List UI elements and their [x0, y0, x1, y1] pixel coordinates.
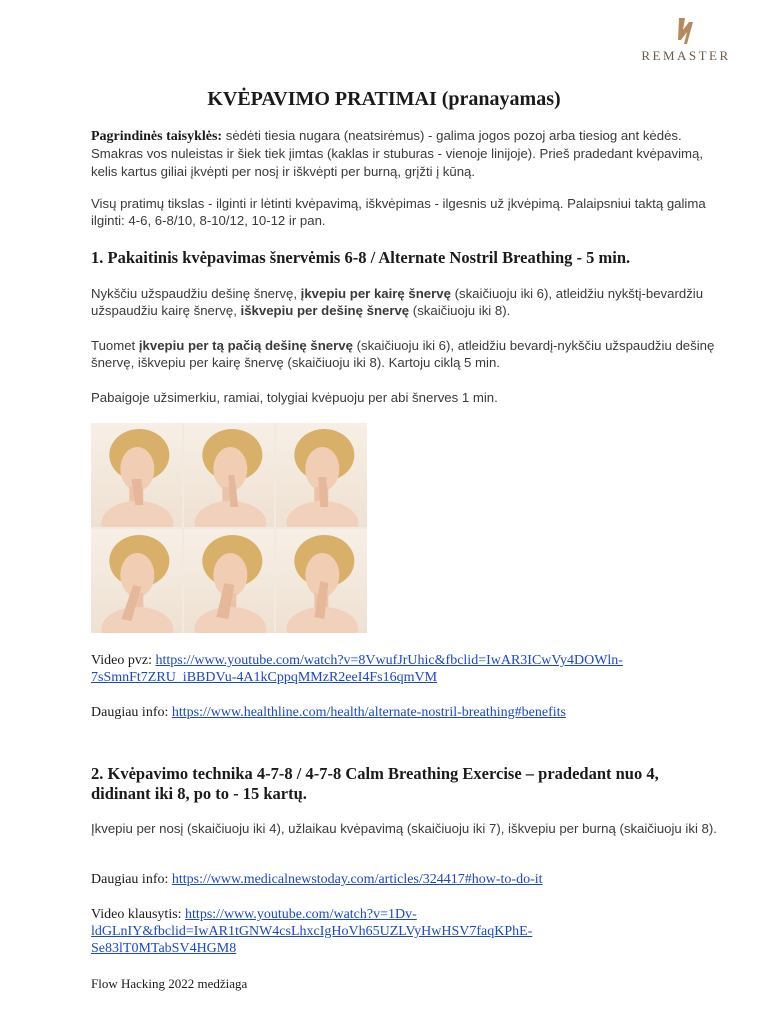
video-link-2-end[interactable]: Se83lT0MTabSV4HGM8 — [91, 941, 237, 956]
section-2-paragraph-1: Įkvepiu per nosį (skaičiuoju iki 4), užlaikau kvėpavimą (skaičiuoju iki 7), iškvepiu per burną (skaičiuoju iki 8). — [91, 821, 717, 836]
video-link-1[interactable]: https://www.youtube.com/watch?v=8VwufJrUhic&fbclid=IwAR3ICwVy4DOWln- — [155, 653, 623, 668]
remaster-logo-icon — [675, 16, 697, 46]
intro-rules — [91, 127, 723, 181]
section-1-info: Daugiau info: https://www.healthline.com/health/alternate-nostril-breathing#benefits — [91, 705, 566, 720]
photo — [91, 423, 182, 527]
section-2-heading: 2. Kvėpavimo technika 4-7-8 / 4-7-8 Calm Breathing Exercise – pradedant nuo 4, didinant iki 8, po to - 15 kartų. — [91, 764, 659, 803]
page-title: KVĖPAVIMO PRATIMAI (pranayamas) — [207, 88, 561, 110]
photo — [184, 529, 275, 633]
video-link-1-cont[interactable]: 7sSmnFt7ZRU_iBBDVu-4A1kCppqMMzR2eeI4Fs16qmVM — [91, 670, 438, 685]
info-link-2[interactable]: https://www.medicalnewstoday.com/articles/324417#how-to-do-it — [171, 872, 543, 887]
section-1-paragraph-1: Nykščiu užspaudžiu dešinę šnervę, įkvepiu per kairę šnervę (skaičiuoju iki 6), atleidžiu nykštį-bevardžiu užspaudžiu kairę šnervę, iškvepiu per dešinę šnervę (skaičiuoju iki 8). — [91, 286, 704, 318]
goal-text: Visų pratimų tikslas - ilginti ir lėtinti kvėpavimą, iškvėpimas - ilgesnis už įkvėpimą. Palaipsniui taktą galima ilginti: 4-6, 6-8/10, 8-10/12, 10-12 ir pan. — [91, 196, 706, 228]
section-1-paragraph-2: Tuomet įkvepiu per tą pačią dešinę šnervę (skaičiuoju iki 6), atleidžiu bevardį-nykščiu užspaudžiu dešinę šnervę, iškvepiu per kairę šnervę (skaičiuoju iki 8). Kartoju ciklą 5 min. — [91, 338, 715, 370]
photo — [276, 423, 367, 527]
rules-label: Pagrindinės taisyklės: — [91, 129, 223, 144]
section-1-paragraph-3: Pabaigoje užsimerkiu, ramiai, tolygiai kvėpuoju per abi šnerves 1 min. — [91, 390, 498, 405]
section-2-video: Video klausytis: https://www.youtube.com/watch?v=1Dv- ldGLnIY&fbclid=IwAR1tGNW4csLhxcIgHoVh65UZLVyHwHSV7faqKPhE- Se83lT0MTabSV4HGM8 — [91, 907, 533, 956]
section-1-heading: 1. Pakaitinis kvėpavimas šnervėmis 6-8 / Alternate Nostril Breathing - 5 min. — [91, 248, 631, 267]
photo — [91, 529, 182, 633]
photo — [184, 423, 275, 527]
video-link-2[interactable]: https://www.youtube.com/watch?v=1Dv- — [185, 907, 417, 922]
footer: Flow Hacking 2022 medžiaga — [91, 976, 248, 991]
section-2-info: Daugiau info: https://www.medicalnewstoday.com/articles/324417#how-to-do-it — [91, 872, 543, 887]
brand-logo — [640, 16, 732, 64]
logo-text: REMASTER — [641, 48, 731, 63]
intro-goal — [91, 195, 723, 229]
section-1-video: Video pvz: https://www.youtube.com/watch?v=8VwufJrUhic&fbclid=IwAR3ICwVy4DOWln- 7sSmnFt7ZRU_iBBDVu-4A1kCppqMMzR2eeI4Fs16qmVM — [91, 653, 623, 685]
photo — [276, 529, 367, 633]
rules-text: sėdėti tiesia nugara (neatsirėmus) - galima jogos pozoj arba tiesiog ant kėdės. Smakras vos nuleistas ir šiek tiek įimtas (kaklas ir stuburas - vienoje linijoje). Prieš pradedant kvėpavimą, kelis kartus giliai įkvėpti per nosį ir iškvėpti per burną, grįžti į kūną. — [91, 128, 703, 179]
video-link-2-cont[interactable]: ldGLnIY&fbclid=IwAR1tGNW4csLhxcIgHoVh65UZLVyHwHSV7faqKPhE- — [91, 924, 533, 939]
nostril-breathing-photos — [91, 423, 367, 633]
info-link-1[interactable]: https://www.healthline.com/health/alternate-nostril-breathing#benefits — [171, 705, 566, 720]
